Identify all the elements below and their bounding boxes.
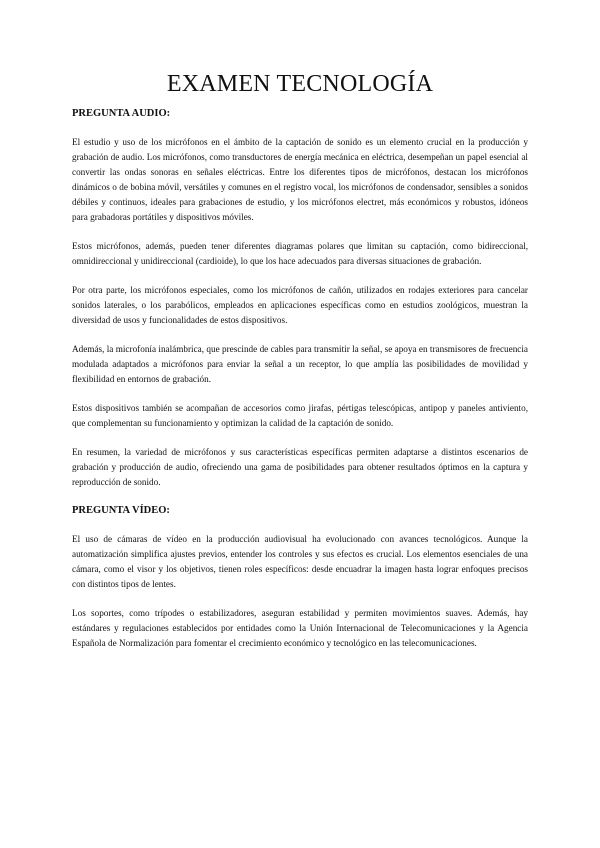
document-page	[72, 70, 528, 665]
paragraph: El estudio y uso de los micrófonos en el ámbito de la captación de sonido es un elemento crucial en la producción y grabación de audio. Los micrófonos, como transductores de energía mecánica en eléctrica, desempeñan un papel esencial al convertir las ondas sonoras en señales eléctricas. Entre los diferentes tipos de micrófonos, destacan los micrófonos dinámicos o de bobina móvil, versátiles y comunes en el registro vocal, los micrófonos de condensador, sensibles a sonidos débiles y continuos, ideales para grabaciones de estudio, y los micrófonos electret, más económicos y robustos, idóneos para grabadoras portátiles y dispositivos móviles.	[72, 137, 528, 222]
paragraph: Estos micrófonos, además, pueden tener diferentes diagramas polares que limitan su captación, como bidireccional, omnidireccional y unidireccional (cardioide), lo que los hace adecuados para diversas situaciones de grabación.	[72, 241, 528, 266]
paragraph: Además, la microfonía inalámbrica, que prescinde de cables para transmitir la señal, se apoya en transmisores de frecuencia modulada adaptados a micrófonos para enviar la señal a un receptor, lo que amplía las posibilidades de movilidad y flexibilidad en entornos de grabación.	[72, 344, 528, 384]
paragraph: Los soportes, como trípodes o estabilizadores, aseguran estabilidad y permiten movimientos suaves. Además, hay estándares y regulaciones establecidos por entidades como la Unión Internacional de Telecomunicaciones y la Agencia Española de Normalización para fomentar el crecimiento económico y tecnológico en las telecomunicaciones.	[72, 608, 528, 648]
section-audio	[72, 107, 528, 490]
section-heading-audio: PREGUNTA AUDIO:	[72, 108, 171, 119]
paragraph: Estos dispositivos también se acompañan de accesorios como jirafas, pértigas telescópicas, antipop y paneles antiviento, que complementan su funcionamiento y optimizan la calidad de la captación de sonido.	[72, 403, 528, 428]
section-video	[72, 504, 528, 651]
paragraph: En resumen, la variedad de micrófonos y sus características específicas permiten adaptarse a distintos escenarios de grabación y producción de audio, ofreciendo una gama de posibilidades para obtener resultados óptimos en la captura y reproducción de sonido.	[72, 447, 528, 487]
paragraph: Por otra parte, los micrófonos especiales, como los micrófonos de cañón, utilizados en rodajes exteriores para cancelar sonidos laterales, o los parabólicos, empleados en aplicaciones específicas como en estudios zoológicos, muestran la diversidad de usos y funcionalidades de estos dispositivos.	[72, 285, 528, 325]
section-heading-video: PREGUNTA VÍDEO:	[72, 505, 170, 516]
paragraph: El uso de cámaras de vídeo en la producción audiovisual ha evolucionado con avances tecnológicos. Aunque la automatización simplifica ajustes previos, entender los controles y sus efectos es crucial. Los elementos esenciales de una cámara, como el visor y los objetivos, tienen roles específicos: desde encuadrar la imagen hasta lograr enfoques precisos con distintos tipos de lentes.	[72, 534, 528, 589]
document-title: EXAMEN TECNOLOGÍA	[166, 71, 434, 97]
